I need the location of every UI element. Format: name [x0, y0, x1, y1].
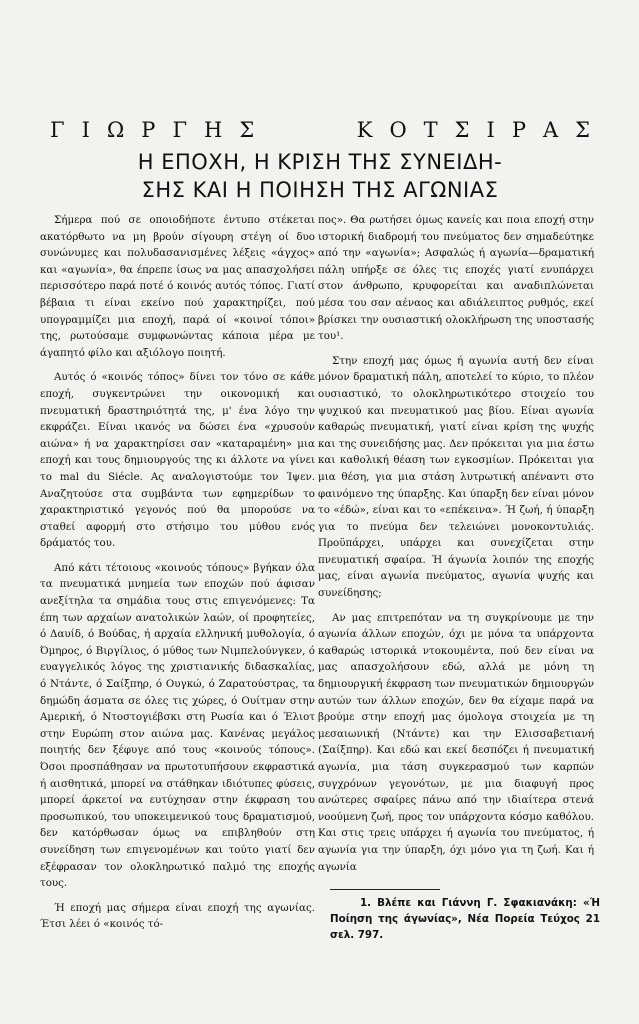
right-column — [318, 212, 594, 883]
paragraph: Στην εποχή μας όμως ή αγωνία αυτή δεν είναι μόνον δραματική πάλη, αποτελεί το κύριο, το πλέον ουσιαστικό, το ολοκληρωτικότερο στοιχείο του ψυχικού και πνευματικού μας βίου. Είναι αγωνία καθαρώς πνευματική, γιατί είναι κρίση της ψυχής και της συνειδήσης μας. Δεν πρόκειται για μια έστω και καθολική θέαση των εγκοσμίων. Πρόκειται για μια θέση, για μια στάση λυτρωτική απέναντι στο φαινόμενο της ύπαρξης. Και ύπαρξη δεν είναι μόνον το «έδώ», είναι και το «επέκεινα». Ή ζωή, ή ύπαρξη για το πνεύμα δεν τελειώνει μονοκοντυλιάς. Προϋπάρχει, υπάρχει και συνεχίζεται στην πνευματική σφαίρα. Ή άγωνία λοιπόν της εποχής μας, είναι αγωνία πνεύματος, αγωνία ψυχής και συνείδησης; — [318, 354, 595, 600]
author-letter: Ι — [81, 118, 90, 142]
author-letter: Α — [542, 118, 559, 142]
author-letter: Ρ — [141, 118, 156, 142]
author-letter: Σ — [239, 118, 255, 142]
author-letter: Κ — [356, 118, 373, 142]
article-title-line-2: ΣΗΣ ΚΑΙ Η ΠΟΙΗΣΗ ΤΗΣ ΑΓΩΝΙΑΣ — [141, 178, 499, 202]
author-first-name — [50, 118, 254, 142]
author-letter: Γ — [50, 118, 65, 142]
author-letter: Ρ — [511, 118, 526, 142]
paragraph: Ή εποχή μας σήμερα είναι εποχή της αγωνίας. Έτσι λέει ό «κοινός τό- — [40, 901, 315, 931]
footnote — [330, 895, 600, 943]
left-column — [40, 212, 315, 941]
author-letter: Ι — [486, 118, 495, 142]
author-letter: Σ — [575, 118, 590, 142]
author-letter: Η — [204, 118, 223, 142]
author-letter: Ω — [106, 118, 125, 142]
article-title — [70, 148, 570, 204]
author-letter: Γ — [172, 118, 188, 142]
author-name — [50, 118, 590, 142]
author-letter: Σ — [454, 118, 470, 142]
author-letter: Τ — [423, 118, 438, 142]
paragraph: Αυτός ό «κοινός τόπος» δίνει τον τόνο σε κάθε εποχή, συγκεντρώνει την οικονομική και πνευματική δραστηριότητά της, μ' ένα λόγο την εκφράζει. Είναι ικανός να δώσει ένα «χρυσούν αιώνα» ή να χαρακτηρίσει σαν «καταραμένη» μια εποχή και τους δημιουργούς της κι άλλοτε να γίνει το mal du Siécle. Ας αναλογιστούμε τον Ίψεν. Αναζητούσε στα συμβάντα των εφημερίδων το χαρακτηριστικό γεγονός πού θα μπορούσε να σταθεί αφορμή στο στήσιμο του μύθου ενός δράματός του. — [40, 371, 315, 550]
paragraph: Σήμερα πού σε οποιοδήποτε έντυπο στέκεται ακατόρθωτο να μη βρούν σίγουρη στέγη οί δυο συνώνυμες και πολυδασανισμένες λέξεις «άγχος» και «αγωνία», θα έπρεπε ίσως να μας απασχολήσει περισσότερο παρά ποτέ ό κοινός αυτός τόπος. Γιατί βέβαια τι είναι εκείνο πού χαρακτηρίζει, πού υπογραμμίζει μια εποχή, παρά οί «κοινοί τόποι» της, ρωτούσαμε συμφωνώντας κάποια μέρα με άγαπητό φίλο και αξιόλογο ποιητή. — [40, 214, 315, 359]
footnote-text: 1. Βλέπε και Γιάννη Γ. Σφακιανάκη: «Ή Ποίηση της άγωνίας», Νέα Πορεία Τεύχος 21 σελ. 797. — [330, 897, 600, 941]
paragraph: Από κάτι τέτοιους «κοινούς τόπους» βγήκαν όλα τα πνευματικά μνημεία των εποχών πού άφισαν ανεξίτηλα τα σημάδια τους στις επιγενόμενες: Τα έπη των αρχαίων ανατολικών λαών, οί προφητείες, ό Δαυίδ, ό Βούδας, ή αρχαία ελληνική μυθολογία, ό Όμηρος, ό Βιργίλιος, ό μύθος των Νιμπελούνγκεν, ό ευαγγελικός λόγος της χριστιανικής διδασκαλίας, ό Ντάντε, ό Σαίξπηρ, ό Ουγκώ, ό Ζαρατούστρας, τα δημώδη άσματα σε όλες τις χώρες, ό Ουίτμαν στην Αμερική, ό Ντοστογιέβσκι στη Ρωσία και ό Έλιοτ στην Ευρώπη στον αιώνα μας. Κανένας μεγάλος ποιητής δεν ξέφυγε από τους «κοινούς τόπους». Όσοι προσπάθησαν να πρωτοτυπήσουν εκφραστικά ή αισθητικά, μπορεί να στάθηκαν ιδιότυπες φύσεις, μπορεί άρκετοί να ευτύχησαν στην έκφραση του προσωπικού, του υποκειμενικού τους δραματισμού, δεν κατόρθωσαν όμως να επιβληθούν στη συνείδηση των επιγενομένων και τούτο γιατί δεν εξέφρασαν τον ολοκληρωτικό παλμό της εποχής τους. — [40, 561, 315, 890]
author-letter: Ο — [389, 118, 407, 142]
author-last-name — [357, 118, 590, 142]
paragraph: πος». Θα ρωτήσει όμως κανείς και ποια εποχή στην ιστορική διαδρομή του πνεύματος δεν σημαδεύτηκε από την «αγωνία»; Ασφαλώς ή αγωνία—δραματική πάλη υπήρξε σε όλες τις εποχές γιατί ενυπάρχει στον άνθρωπο, κρυφορείται και αναδιπλώνεται μέσα του σαν αέναος και αδιάλειπτος ρυθμός, εκεί βρίσκει την ουσιαστική ολοκλήρωση της υποστασής του¹. — [318, 214, 594, 343]
footnote-divider — [330, 889, 440, 890]
paragraph: Αν μας επιτρεπόταν να τη συγκρίνουμε με την αγωνία άλλων εποχών, όχι με μόνα τα υπάρχοντα καθαρώς ιστορικά ντοκουμέντα, πού δεν είναι να μας απασχολήσουν εδώ, αλλά με μόνη τη δημιουργική έκφραση των πνευματικών δημιουργών αυτών των άλλων εποχών, δεν θα είχαμε παρά να βρούμε στην εποχή μας όμολογα στοιχεία με τη μεσαιωνική (Ντάντε) και την Ελισσαβετιανή (Σαίξπηρ). Και εδώ και εκεί δεσπόζει ή πνευματική αγωνία, μια τάση συγκερασμού των καρπών συγχρόνων γεγονότων, με μια διαφυγή προς ανώτερες σφαίρες πάνω από την ιδιαίτερα στενά νοούμενη ζωή, προς τον υπάρχοντα κόσμο καθόλου. Και στις τρεις υπάρχει ή αγωνία του πνεύματος, ή αγωνία για την ύπαρξη, όχι μόνο για τη ζωή. Και ή αγωνία — [318, 611, 594, 873]
article-title-line-1: Η ΕΠΟΧΗ, Η ΚΡΙΣΗ ΤΗΣ ΣΥΝΕΙΔΗ- — [137, 150, 503, 174]
